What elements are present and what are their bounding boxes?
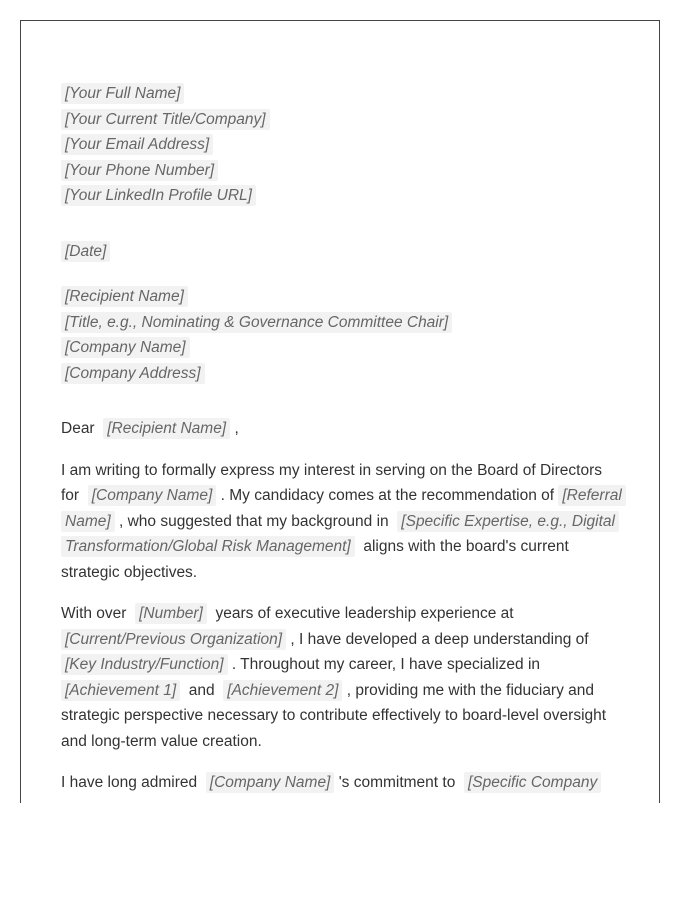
- para2-organization: [Current/Previous Organization]: [61, 629, 286, 650]
- para2-text-6: , providing me with the fiduciary and strategic perspective necessary to contribute effectively to board-level oversight and long-term value creation.: [61, 681, 607, 750]
- salutation: [61, 416, 627, 442]
- para2-achievement-2: [Achievement 2]: [223, 680, 342, 701]
- sender-linkedin: [Your LinkedIn Profile URL]: [61, 185, 256, 206]
- date-block: [61, 239, 627, 265]
- sender-email: [Your Email Address]: [61, 134, 213, 155]
- salutation-dear: Dear: [61, 420, 95, 437]
- para2-achievement-1: [Achievement 1]: [61, 680, 180, 701]
- para1-referral-name: [Referral Name]: [61, 485, 626, 532]
- para2-number: [Number]: [135, 603, 207, 624]
- sender-phone: [Your Phone Number]: [61, 160, 218, 181]
- recipient-title: [Title, e.g., Nominating & Governance Committee Chair]: [61, 312, 452, 333]
- recipient-name: [Recipient Name]: [61, 286, 188, 307]
- para1-text-2: . My candidacy comes at the recommendation of: [220, 487, 555, 504]
- para2-text-4: . Throughout my career, I have specialized in: [231, 656, 541, 673]
- recipient-block: [61, 284, 627, 386]
- para1-expertise: [Specific Expertise, e.g., Digital Transformation/Global Risk Management]: [61, 511, 619, 558]
- recipient-address: [Company Address]: [61, 363, 205, 384]
- sender-title-company: [Your Current Title/Company]: [61, 109, 270, 130]
- para1-text-4: aligns with the board's current strategic objectives.: [61, 538, 569, 581]
- para1-company-name: [Company Name]: [88, 485, 217, 506]
- para2-text-2: years of executive leadership experience at: [215, 605, 514, 622]
- paragraph-1: [61, 458, 627, 586]
- paragraph-3: [61, 770, 627, 796]
- para3-initiative: [Specific Company: [464, 772, 601, 793]
- para2-text-3: , I have developed a deep understanding of: [290, 630, 589, 648]
- para3-text-1: I have long admired: [61, 774, 198, 791]
- para1-text-3: , who suggested that my background in: [118, 512, 389, 530]
- salutation-comma: ,: [234, 420, 239, 437]
- para1-text-1: I am writing to formally express my interest in serving on the Board of Directors for: [61, 461, 602, 504]
- paragraph-2: [61, 601, 627, 754]
- para2-text-1: With over: [61, 605, 127, 622]
- para2-industry: [Key Industry/Function]: [61, 654, 228, 675]
- para2-text-5: and: [188, 681, 215, 699]
- para3-text-2: 's commitment to: [338, 774, 456, 791]
- salutation-recipient-name: [Recipient Name]: [103, 418, 230, 439]
- letter-content: [61, 81, 627, 803]
- letter-page: [20, 20, 660, 803]
- sender-full-name: [Your Full Name]: [61, 83, 184, 104]
- recipient-company: [Company Name]: [61, 337, 190, 358]
- para3-company-name: [Company Name]: [206, 772, 335, 793]
- sender-block: [61, 81, 627, 209]
- letter-date: [Date]: [61, 241, 110, 262]
